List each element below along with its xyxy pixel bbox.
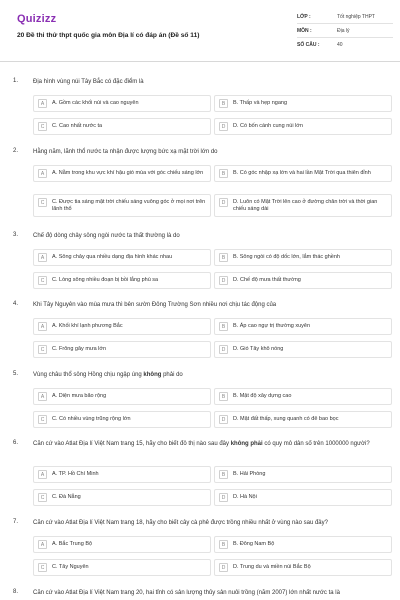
- question-emphasis: không: [143, 372, 162, 378]
- option-letter: D: [219, 276, 228, 285]
- option-text: A. Sông chảy qua nhiều dạng địa hình khác nhau: [52, 254, 173, 260]
- meta-row-subject: [297, 24, 393, 38]
- question-text: Căn cứ vào Atlat Địa lí Việt Nam trang 18, hãy cho biết cây cà phê được trồng nhiều nhất ở vùng nào sau đây?: [33, 520, 328, 526]
- question-number: 3.: [13, 232, 19, 238]
- option-a[interactable]: [33, 165, 211, 182]
- option-text: D. Gió Tây khô nóng: [233, 346, 284, 352]
- option-d[interactable]: [214, 272, 392, 289]
- question-text-end: phải do: [161, 372, 183, 378]
- option-letter: A: [38, 540, 47, 549]
- option-text: B. Áp cao ngự trị thường xuyên: [233, 323, 311, 329]
- meta-table: [297, 10, 393, 52]
- option-letter: A: [38, 253, 47, 262]
- option-letter: B: [219, 253, 228, 262]
- option-b[interactable]: [214, 95, 392, 112]
- option-a[interactable]: [33, 95, 211, 112]
- option-b[interactable]: [214, 466, 392, 483]
- option-text: B. Mật độ xây dựng cao: [233, 393, 292, 399]
- option-d[interactable]: [214, 559, 392, 576]
- question-number: 8.: [13, 589, 19, 595]
- option-letter: C: [38, 345, 47, 354]
- option-letter: B: [219, 99, 228, 108]
- option-text: D. Trung du và miền núi Bắc Bộ: [233, 564, 311, 570]
- meta-row-grade: [297, 10, 393, 24]
- option-text: B. Có góc nhập xạ lớn và hai lần Mặt Trời qua thiên đỉnh: [233, 170, 371, 176]
- option-letter: A: [38, 99, 47, 108]
- option-c[interactable]: [33, 341, 211, 358]
- option-text: A. TP. Hồ Chí Minh: [52, 471, 99, 477]
- question-number: 2.: [13, 148, 19, 154]
- option-letter: D: [219, 122, 228, 131]
- meta-value: 40: [337, 42, 343, 48]
- meta-key: MÔN :: [297, 27, 312, 34]
- option-letter: A: [38, 322, 47, 331]
- question-text-start: Vùng châu thổ sông Hồng chịu ngập úng: [33, 372, 144, 378]
- option-c[interactable]: [33, 118, 211, 135]
- question-number: 6.: [13, 440, 19, 446]
- option-text: C. Được tia sáng mặt trời chiếu sáng vuông góc ở mọi nơi trên lãnh thổ: [52, 199, 206, 212]
- option-text: D. Chế độ mưa thất thường: [233, 277, 301, 283]
- option-letter: B: [219, 322, 228, 331]
- option-a[interactable]: [33, 466, 211, 483]
- option-text: C. Cao nhất nước ta: [52, 123, 103, 129]
- option-c[interactable]: [33, 411, 211, 428]
- option-b[interactable]: [214, 249, 392, 266]
- option-letter: C: [38, 198, 47, 207]
- option-text: B. Thấp và hẹp ngang: [233, 100, 288, 106]
- option-letter: C: [38, 493, 47, 502]
- option-letter: C: [38, 415, 47, 424]
- option-a[interactable]: [33, 249, 211, 266]
- option-text: A. Gồm các khối núi và cao nguyên: [52, 100, 139, 106]
- question-number: 7.: [13, 519, 19, 525]
- document-title: 20 Đề thi thử thpt quốc gia môn Địa lí có đáp án (Đề số 11): [17, 32, 200, 39]
- meta-row-count: [297, 38, 393, 52]
- option-letter: D: [219, 345, 228, 354]
- question-text: [33, 371, 383, 380]
- option-text: B. Đông Nam Bộ: [233, 541, 275, 547]
- option-text: C. Đà Nẵng: [52, 494, 81, 500]
- option-a[interactable]: [33, 318, 211, 335]
- option-c[interactable]: [33, 489, 211, 506]
- question-number: 1.: [13, 78, 19, 84]
- quizizz-logo: Quizizz: [17, 13, 57, 25]
- question-emphasis: không phải: [230, 441, 263, 447]
- question-text: Địa hình vùng núi Tây Bắc có đặc điểm là: [33, 79, 144, 85]
- option-b[interactable]: [214, 165, 392, 182]
- meta-value: Địa lý: [337, 27, 350, 34]
- question-number: 4.: [13, 301, 19, 307]
- option-b[interactable]: [214, 318, 392, 335]
- option-letter: D: [219, 415, 228, 424]
- option-letter: D: [219, 198, 228, 207]
- option-d[interactable]: [214, 194, 392, 217]
- option-a[interactable]: [33, 388, 211, 405]
- option-text: A. Nằm trong khu vực khí hậu gió mùa với góc chiếu sáng lớn: [52, 170, 204, 176]
- option-text: B. Sông ngòi có độ dốc lớn, lắm thác ghềnh: [233, 254, 340, 260]
- option-a[interactable]: [33, 536, 211, 553]
- option-letter: A: [38, 392, 47, 401]
- option-b[interactable]: [214, 388, 392, 405]
- option-text: D. Có bốn cánh cung núi lớn: [233, 123, 303, 129]
- option-c[interactable]: [33, 559, 211, 576]
- question-text: Hằng năm, lãnh thổ nước ta nhận được lượng bức xạ mặt trời lớn do: [33, 149, 218, 155]
- option-text: A. Khối khí lạnh phương Bắc: [52, 323, 123, 329]
- option-text: C. Frông gây mưa lớn: [52, 346, 107, 352]
- question-text: Chế độ dòng chảy sông ngòi nước ta thất thường là do: [33, 233, 180, 239]
- option-c[interactable]: [33, 272, 211, 289]
- question-text-start: Căn cứ vào Atlat Địa lí Việt Nam trang 15, hãy cho biết đô thị nào sau đây: [33, 441, 231, 447]
- question-text: Khi Tây Nguyên vào mùa mưa thì bên sườn Đông Trường Sơn nhiều nơi chịu tác động của: [33, 302, 277, 308]
- option-text: C. Lòng sông nhiều đoạn bị bồi lắng phù sa: [52, 277, 159, 283]
- option-text: D. Mặt đất thấp, xung quanh có đê bao bọc: [233, 416, 339, 422]
- option-letter: D: [219, 563, 228, 572]
- option-letter: C: [38, 122, 47, 131]
- option-b[interactable]: [214, 536, 392, 553]
- meta-key: SỐ CÂU :: [297, 42, 320, 48]
- option-text: B. Hải Phòng: [233, 471, 266, 477]
- question-text: Căn cứ vào Atlat Địa lí Việt Nam trang 20, hai tỉnh có sản lượng thủy sản nuôi trồng (năm 2007) lớn nhất nước ta là: [33, 590, 340, 596]
- option-letter: B: [219, 470, 228, 479]
- page-header: [0, 0, 400, 62]
- option-letter: A: [38, 470, 47, 479]
- option-letter: B: [219, 540, 228, 549]
- option-letter: A: [38, 169, 47, 178]
- meta-key: LỚP :: [297, 13, 311, 20]
- option-letter: C: [38, 563, 47, 572]
- option-c[interactable]: [33, 194, 211, 217]
- option-letter: B: [219, 392, 228, 401]
- option-text: A. Bắc Trung Bộ: [52, 541, 93, 547]
- option-text: A. Diện mưa bão rộng: [52, 393, 107, 399]
- option-letter: C: [38, 276, 47, 285]
- option-d[interactable]: [214, 489, 392, 506]
- option-text: D. Hà Nội: [233, 494, 257, 500]
- question-text-end: có quy mô dân số trên 1000000 người?: [262, 441, 370, 447]
- option-letter: B: [219, 169, 228, 178]
- option-letter: D: [219, 493, 228, 502]
- meta-value: Tốt nghiệp THPT: [337, 13, 375, 20]
- option-text: C. Tây Nguyên: [52, 564, 89, 570]
- question-number: 5.: [13, 371, 19, 377]
- option-text: D. Luôn có Mặt Trời lên cao ở đường chân trời và thời gian chiếu sáng dài: [233, 199, 378, 212]
- option-d[interactable]: [214, 118, 392, 135]
- question-text: [33, 440, 383, 449]
- option-d[interactable]: [214, 341, 392, 358]
- option-d[interactable]: [214, 411, 392, 428]
- option-text: C. Có nhiều vùng trũng rộng lớn: [52, 416, 131, 422]
